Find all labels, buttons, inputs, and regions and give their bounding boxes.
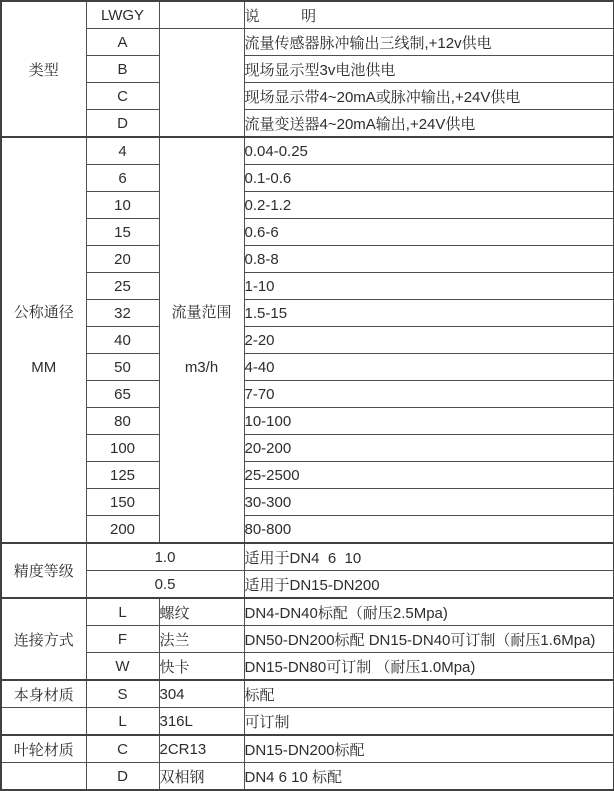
dn-value-cell: 10	[86, 192, 159, 219]
connection-name-cell: 法兰	[159, 626, 244, 653]
connection-row	[1, 653, 614, 681]
connection-name-cell: 快卡	[159, 653, 244, 681]
impeller-material-row	[1, 735, 614, 763]
flow-range-cell: 0.1-0.6	[244, 165, 614, 192]
dn-row	[1, 354, 614, 381]
header-row	[1, 1, 614, 29]
material-name-cell: 2CR13	[159, 735, 244, 763]
flow-range-cell: 30-300	[244, 489, 614, 516]
accuracy-value-cell: 1.0	[86, 543, 244, 571]
body-material-row	[1, 680, 614, 708]
diameter-label-line1: 公称通径	[13, 304, 74, 321]
accuracy-value-cell: 0.5	[86, 571, 244, 599]
accuracy-desc-cell: 适用于DN15-DN200	[244, 571, 614, 599]
type-row-b	[1, 56, 614, 83]
dn-row	[1, 300, 614, 327]
material-name-cell: 316L	[159, 708, 244, 736]
empty-cell	[159, 29, 244, 138]
material-code-cell: D	[86, 763, 159, 791]
connection-code-cell: L	[86, 598, 159, 626]
dn-row	[1, 381, 614, 408]
empty-cell	[1, 763, 86, 791]
type-code-cell: A	[86, 29, 159, 56]
flow-range-cell: 4-40	[244, 354, 614, 381]
type-row-c	[1, 83, 614, 110]
material-code-cell: C	[86, 735, 159, 763]
type-desc-cell: 流量传感器脉冲输出三线制,+12v供电	[244, 29, 614, 56]
connection-row	[1, 598, 614, 626]
dn-row	[1, 246, 614, 273]
type-code-cell: C	[86, 83, 159, 110]
dn-row	[1, 219, 614, 246]
flow-range-cell: 2-20	[244, 327, 614, 354]
accuracy-desc-cell: 适用于DN4 6 10	[244, 543, 614, 571]
empty-cell	[1, 708, 86, 736]
connection-desc-cell: DN50-DN200标配 DN15-DN40可订制（耐压1.6Mpa)	[244, 626, 614, 653]
accuracy-section-label: 精度等级	[1, 543, 86, 598]
dn-value-cell: 20	[86, 246, 159, 273]
dn-row	[1, 327, 614, 354]
material-name-cell: 双相钢	[159, 763, 244, 791]
dn-value-cell: 100	[86, 435, 159, 462]
flow-range-cell: 25-2500	[244, 462, 614, 489]
dn-row	[1, 489, 614, 516]
flow-range-cell: 80-800	[244, 516, 614, 544]
dn-value-cell: 4	[86, 137, 159, 165]
dn-value-cell: 25	[86, 273, 159, 300]
body-material-section-label: 本身材质	[1, 680, 86, 708]
connection-section-label: 连接方式	[1, 598, 86, 680]
connection-row	[1, 626, 614, 653]
dn-value-cell: 150	[86, 489, 159, 516]
dn-row	[1, 137, 614, 165]
model-code-cell: LWGY	[86, 1, 159, 29]
connection-name-cell: 螺纹	[159, 598, 244, 626]
material-name-cell: 304	[159, 680, 244, 708]
accuracy-row	[1, 543, 614, 571]
type-desc-cell: 现场显示带4~20mA或脉冲输出,+24V供电	[244, 83, 614, 110]
material-desc-cell: 标配	[244, 680, 614, 708]
flow-range-label-line2: m3/h	[184, 359, 219, 376]
connection-desc-cell: DN4-DN40标配（耐压2.5Mpa)	[244, 598, 614, 626]
flow-range-cell: 0.8-8	[244, 246, 614, 273]
connection-code-cell: W	[86, 653, 159, 681]
material-code-cell: L	[86, 708, 159, 736]
flow-range-label-line1: 流量范围	[171, 304, 232, 321]
dn-value-cell: 65	[86, 381, 159, 408]
dn-value-cell: 200	[86, 516, 159, 544]
type-code-cell: D	[86, 110, 159, 138]
empty-cell	[159, 1, 244, 29]
connection-code-cell: F	[86, 626, 159, 653]
flow-range-cell: 0.2-1.2	[244, 192, 614, 219]
material-desc-cell: DN15-DN200标配	[244, 735, 614, 763]
type-desc-cell: 流量变送器4~20mA输出,+24V供电	[244, 110, 614, 138]
diameter-label-line2: MM	[31, 359, 57, 376]
dn-row	[1, 516, 614, 544]
type-row-d	[1, 110, 614, 138]
type-desc-cell: 现场显示型3v电池供电	[244, 56, 614, 83]
material-code-cell: S	[86, 680, 159, 708]
dn-value-cell: 6	[86, 165, 159, 192]
accuracy-row	[1, 571, 614, 599]
dn-value-cell: 125	[86, 462, 159, 489]
type-code-cell: B	[86, 56, 159, 83]
dn-row	[1, 165, 614, 192]
flow-range-cell: 20-200	[244, 435, 614, 462]
connection-desc-cell: DN15-DN80可订制 （耐压1.0Mpa)	[244, 653, 614, 681]
flow-range-cell: 0.6-6	[244, 219, 614, 246]
body-material-row	[1, 708, 614, 736]
flow-range-cell: 10-100	[244, 408, 614, 435]
dn-value-cell: 40	[86, 327, 159, 354]
flow-range-cell: 1.5-15	[244, 300, 614, 327]
dn-value-cell: 32	[86, 300, 159, 327]
dn-value-cell: 15	[86, 219, 159, 246]
dn-row	[1, 192, 614, 219]
diameter-section-label	[1, 137, 86, 543]
impeller-material-row	[1, 763, 614, 791]
type-section-label: 类型	[1, 1, 86, 137]
dn-row	[1, 435, 614, 462]
flow-range-cell: 0.04-0.25	[244, 137, 614, 165]
flow-range-cell: 7-70	[244, 381, 614, 408]
type-row-a	[1, 29, 614, 56]
dn-row	[1, 462, 614, 489]
dn-row	[1, 273, 614, 300]
description-header-cell: 说 明	[244, 1, 614, 29]
dn-value-cell: 50	[86, 354, 159, 381]
flow-range-label	[159, 137, 244, 543]
material-desc-cell: 可订制	[244, 708, 614, 736]
impeller-material-section-label: 叶轮材质	[1, 735, 86, 763]
dn-value-cell: 80	[86, 408, 159, 435]
flow-range-cell: 1-10	[244, 273, 614, 300]
dn-row	[1, 408, 614, 435]
material-desc-cell: DN4 6 10 标配	[244, 763, 614, 791]
